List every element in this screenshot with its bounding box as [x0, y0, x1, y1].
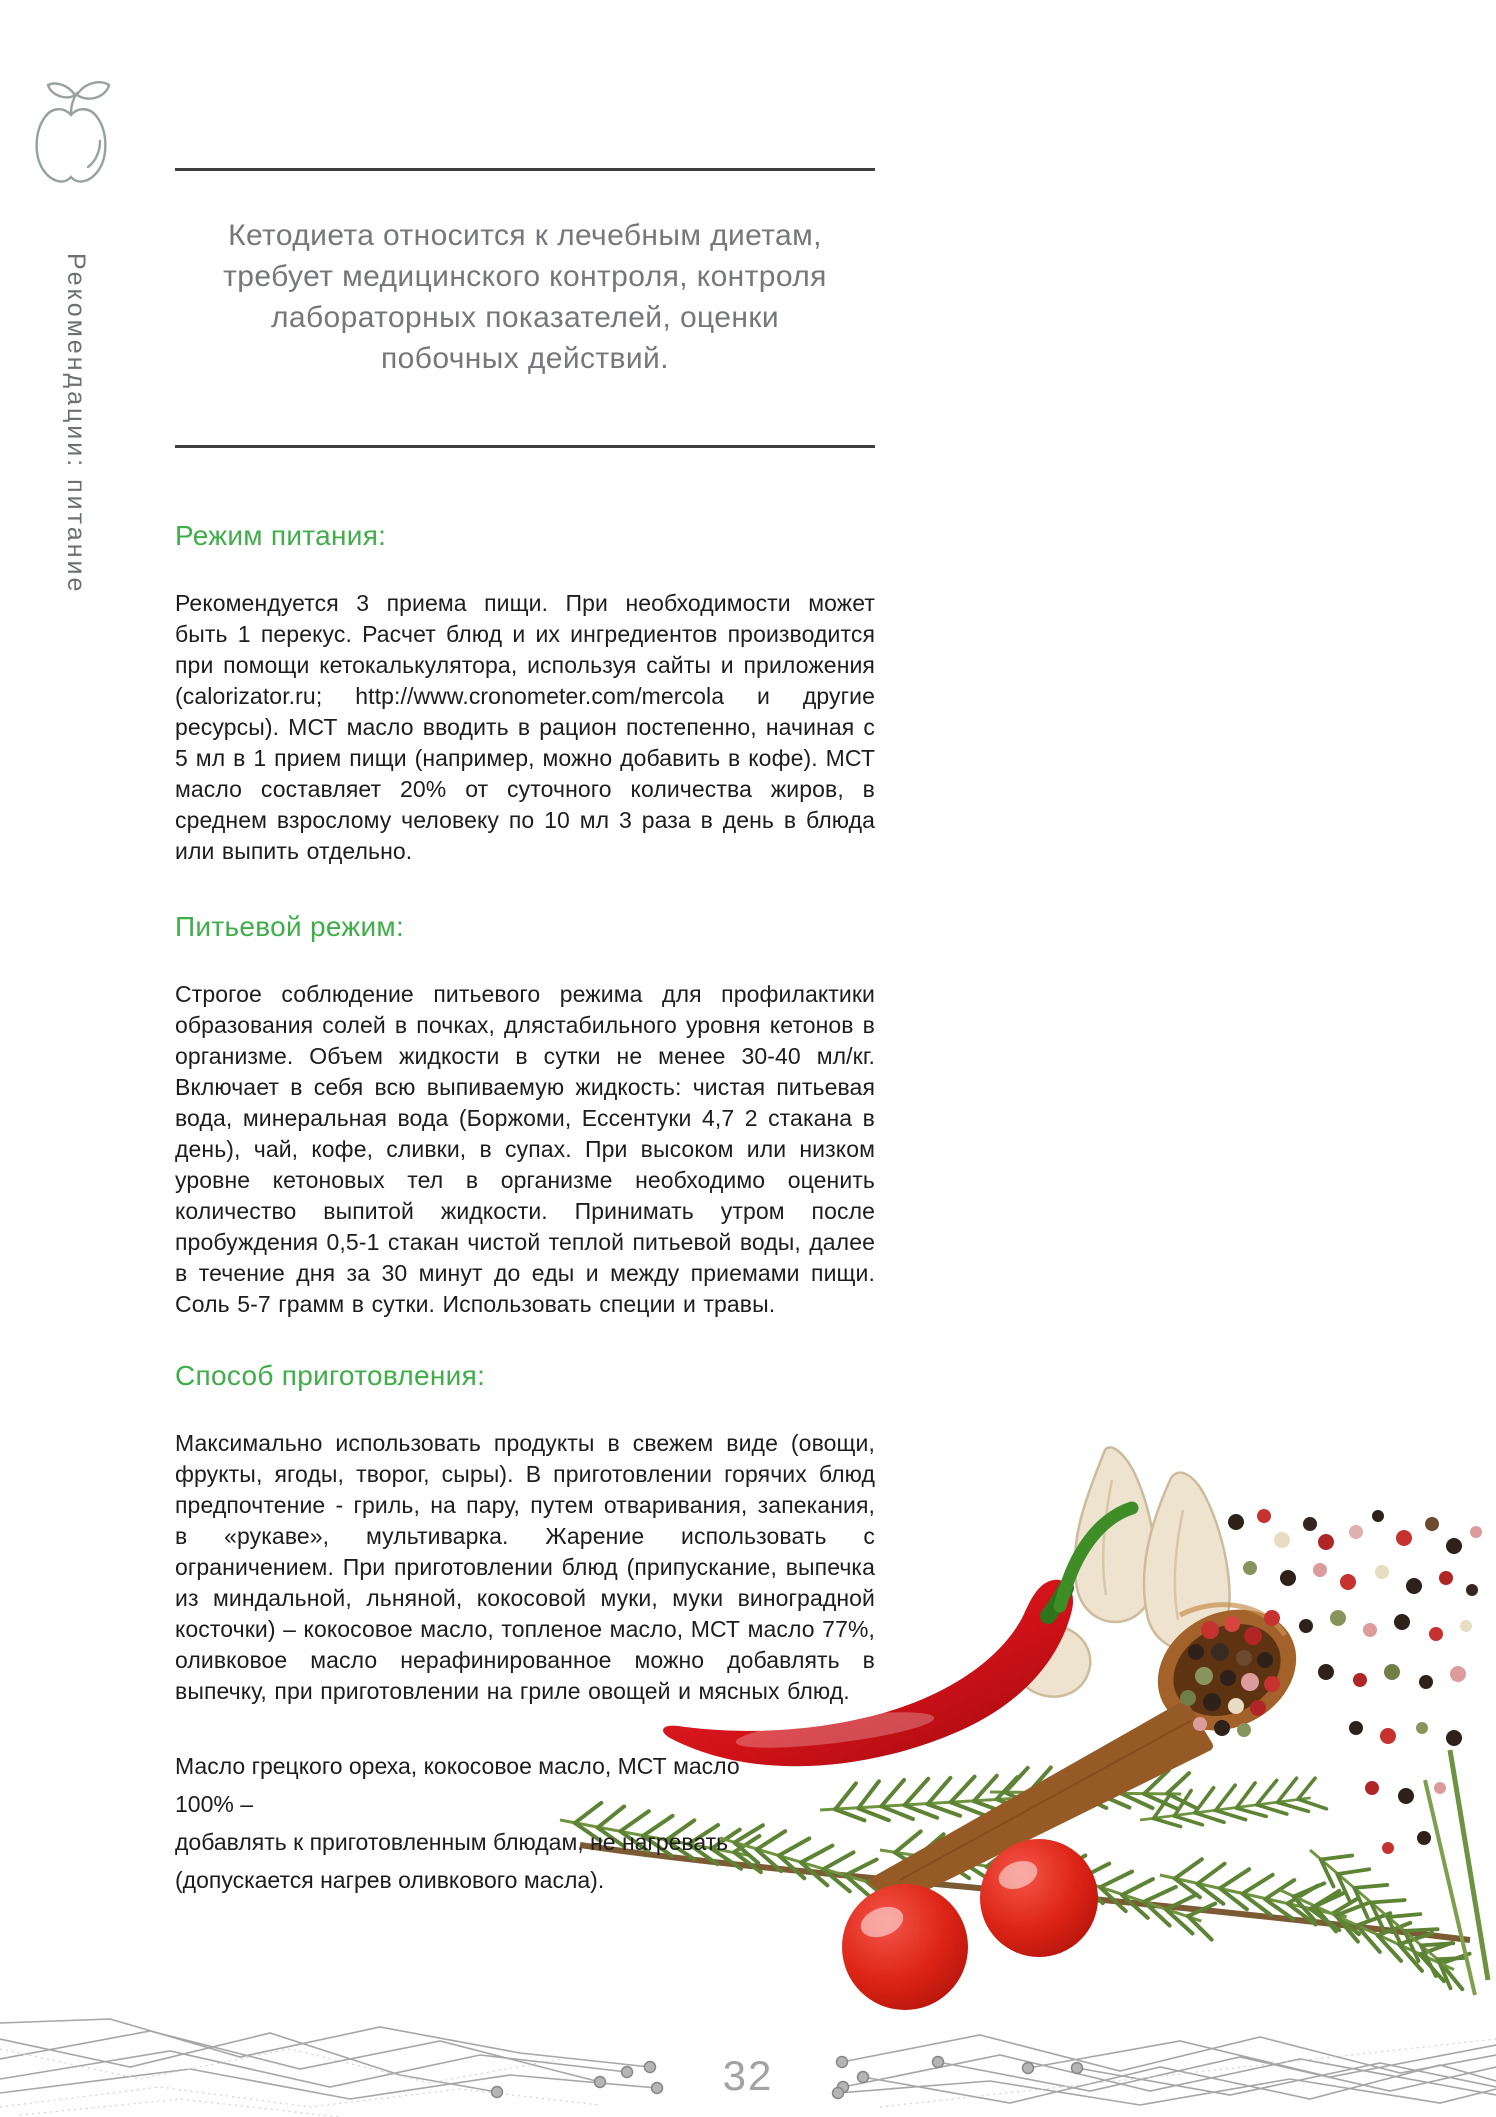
closing-note-line: (допускается нагрев оливкового масла).: [175, 1867, 605, 1893]
closing-note-line: Масло грецкого ореха, кокосовое масло, МСТ масло 100% –: [175, 1753, 740, 1817]
section-paragraph-diet-regimen: Рекомендуется 3 приема пищи. При необходимости может быть 1 перекус. Расчет блюд и их ингредиентов производится при помощи кетокалькулятора, используя сайты и приложения (calorizator.ru; http://www.cronometer.com/mercola и другие ресурсы). МСТ масло вводить в рацион постепенно, начиная с 5 мл в 1 прием пищи (например, можно добавить в кофе). МСТ масло составляет 20% от суточного количества жиров, в среднем взрослому человеку по 10 мл 3 раза в день в блюда или выпить отдельно.: [175, 590, 875, 864]
quote-line: побочных действий.: [381, 342, 669, 375]
quote-line: требует медицинского контроля, контроля: [223, 260, 827, 293]
quote-line: лабораторных показателей, оценки: [270, 301, 780, 334]
content-column: [175, 168, 875, 1899]
section-heading-diet-regimen: Режим питания:: [175, 520, 387, 551]
top-divider: [175, 168, 875, 171]
apple-outline-icon: [26, 78, 116, 190]
section-paragraph-drinking-regimen: Строгое соблюдение питьевого режима для профилактики образования солей в почках, длястабильного уровня кетонов в организме. Объем жидкости в сутки не менее 30-40 мл/кг. Включает в себя всю выпиваемую жидкость: чистая питьевая вода, минеральная вода (Боржоми, Ессентуки 4,7 2 стакана в день), чай, кофе, сливки, в супах. При высоком или низком уровне кетоновых тел в организме необходимо оценить количество выпитой жидкости. Принимать утром после пробуждения 0,5-1 стакан чистой теплой питьевой воды, далее в течение дня за 30 минут до еды и между приемами пищи. Соль 5-7 грамм в сутки. Использовать специи и травы.: [175, 981, 875, 1317]
page-number: 32: [722, 2052, 774, 2099]
intro-quote: [175, 215, 875, 379]
section-heading-drinking-regimen: Питьевой режим:: [175, 911, 405, 942]
closing-note-line: добавлять к приготовленным блюдам, не нагревать: [175, 1829, 729, 1855]
section-paragraph-cooking-method: Максимально использовать продукты в свежем виде (овощи, фрукты, ягоды, творог, сыры). В приготовлении горячих блюд предпочтение - гриль, на пару, путем отваривания, запекания, в «рукаве», мультиварка. Жарение использовать с ограничением. При приготовлении блюд (припускание, выпечка из миндальной, льняной, кокосовой муки, муки виноградной косточки) – кокосовое масло, топленое масло, МСТ масло 77%, оливковое масло нерафинированное можно добавлять в выпечку, при приготовлении на гриле овощей и мясных блюд.: [175, 1430, 875, 1704]
quote-line: Кетодиета относится к лечебным диетам,: [228, 219, 822, 252]
bottom-divider: [175, 445, 875, 448]
closing-note: [175, 1747, 755, 1899]
sidebar-vertical-label: Рекомендации: питание: [62, 253, 90, 595]
section-heading-cooking-method: Способ приготовления:: [175, 1360, 486, 1391]
